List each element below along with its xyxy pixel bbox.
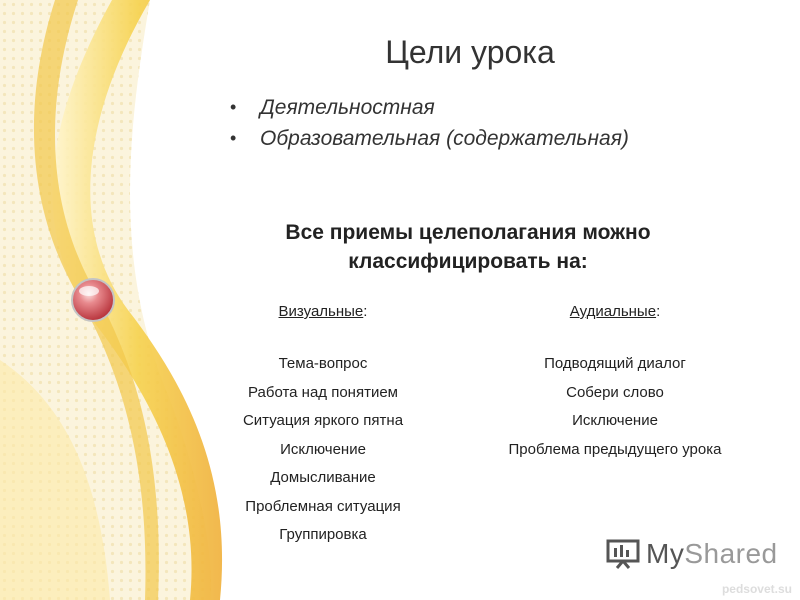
orb-highlight — [79, 286, 99, 296]
list-item: Подводящий диалог — [544, 355, 686, 372]
bullet-text: Деятельностная — [260, 96, 435, 119]
audio-heading-colon: : — [656, 303, 661, 320]
visual-column — [200, 298, 446, 550]
myshared-logo — [606, 538, 778, 570]
list-item: Собери слово — [566, 383, 664, 401]
classification-heading-line1: Все приемы целеполагания можно — [285, 221, 651, 244]
list-item: Тема-вопрос — [278, 355, 368, 372]
list-item: Домысливание — [270, 469, 376, 486]
list-item: Проблема предыдущего урока — [508, 440, 722, 458]
list-item — [228, 92, 629, 123]
bullet-icon: • — [230, 128, 237, 148]
list-item: Исключение — [280, 440, 366, 458]
visual-heading-text: Визуальные — [278, 303, 364, 320]
slide-title: Цели урока — [385, 34, 555, 70]
list-item: Проблемная ситуация — [245, 497, 401, 515]
logo-text-my: My — [646, 538, 685, 569]
classification-heading — [228, 218, 708, 276]
red-orb — [72, 279, 114, 321]
audio-heading-text: Аудиальные — [569, 303, 657, 320]
logo-text-shared: Shared — [684, 538, 778, 569]
goal-list — [228, 92, 629, 154]
audio-heading — [470, 298, 760, 326]
visual-items — [200, 350, 446, 550]
list-item: Группировка — [279, 526, 367, 543]
bullet-text: Образовательная (содержательная) — [260, 127, 629, 150]
logo-text — [646, 538, 778, 570]
audio-column — [470, 298, 760, 464]
list-item — [228, 123, 629, 154]
watermark: pedsovet.su — [721, 582, 792, 596]
classification-heading-line2: классифицировать на: — [348, 250, 588, 273]
visual-heading-colon: : — [363, 303, 368, 320]
list-item: Работа над понятием — [248, 383, 398, 401]
bullet-icon: • — [230, 97, 237, 117]
presentation-board-icon — [606, 539, 640, 569]
list-item: Исключение — [572, 412, 658, 429]
visual-heading — [200, 298, 446, 326]
audio-items — [470, 350, 760, 464]
list-item: Ситуация яркого пятна — [242, 412, 404, 429]
